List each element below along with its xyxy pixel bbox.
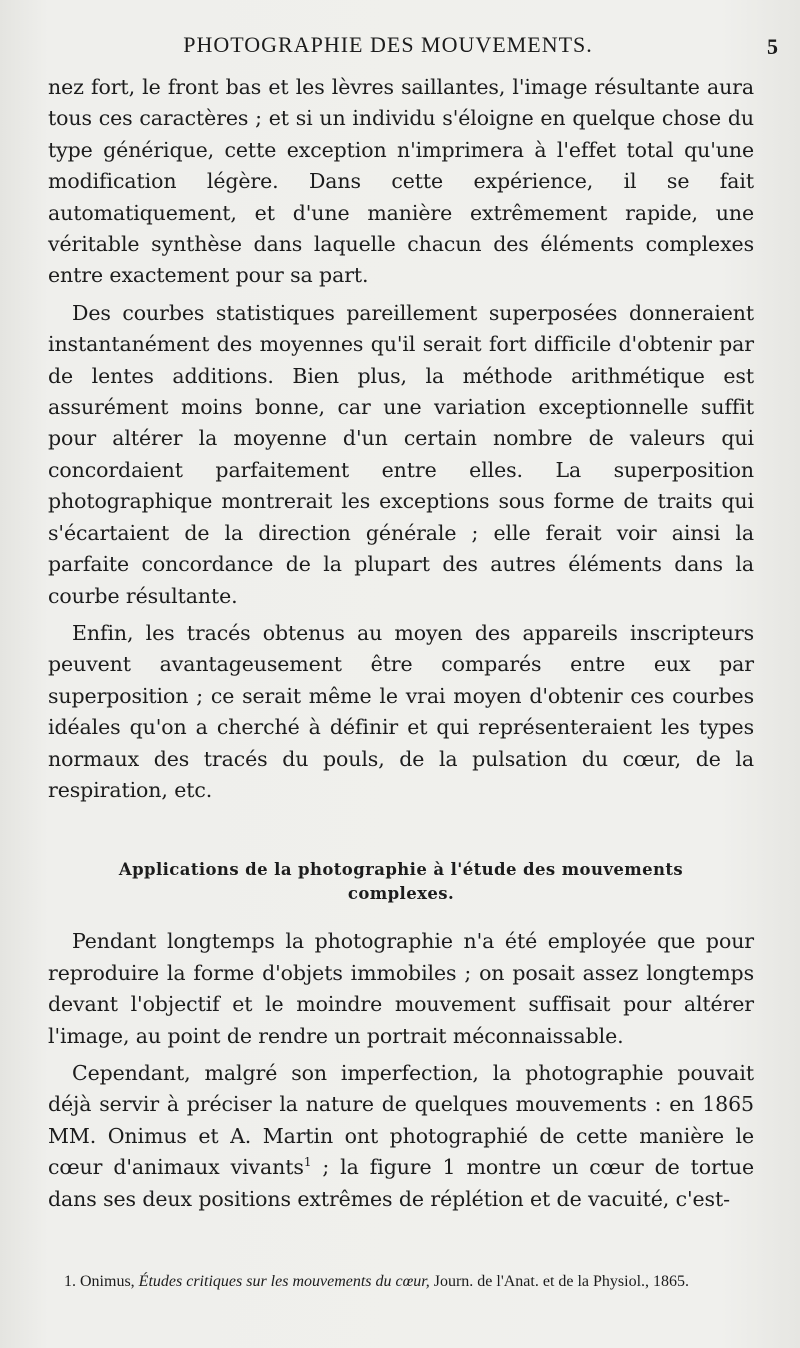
section-heading (48, 858, 754, 906)
section-heading-line1: Applications de la photographie à l'étude des mouvements (118, 860, 684, 880)
footnote-number: 1. (64, 1273, 76, 1290)
page-number: 5 (767, 34, 778, 59)
footnote-area (48, 1270, 754, 1293)
footnote-source: Journ. de l'Anat. et de la Physiol., 1865. (433, 1273, 690, 1290)
paragraph-immobile-objects: Pendant longtemps la photographie n'a été employée que pour reproduire la forme d'objets immobiles ; on posait assez longtemps devant l'objectif et le moindre mouvement suffisait pour altérer l'image, au point de rendre un portrait méconnaissable. (48, 929, 754, 1048)
footnote (48, 1270, 754, 1293)
footnote-reference: 1 (303, 1155, 312, 1170)
footnote-author: Onimus, (80, 1273, 135, 1290)
paragraph-onimus-text-end: ; la figure 1 montre un cœur de tortue dans ses deux positions extrêmes de réplétion et de vacuité, c'est- (48, 1155, 754, 1211)
section-heading-line2: complexes. (347, 884, 455, 904)
body-text (48, 72, 754, 1215)
paragraph-onimus-text: Cependant, malgré son imperfection, la photographie pouvait déjà servir à préciser la nature de quelques mouvements : en 1865 MM. Onimus et A. Martin ont photographié de cette manière le cœur d'animaux vivants (48, 1060, 754, 1180)
paragraph-statistical-curves: Des courbes statistiques pareillement superposées donneraient instantanément des moyennes qu'il serait fort difficile d'obtenir par de lentes additions. Bien plus, la méthode arithmétique est assurément moins bonne, car une variation exceptionnelle suffit pour altérer la moyenne d'un certain nombre de valeurs qui concordaient parfaitement entre elles. La superposition photographique montrerait les exceptions sous forme de traits qui s'écartaient de la direction générale ; elle ferait voir ainsi la parfaite concordance de la plupart des autres éléments dans la courbe résultante. (48, 300, 754, 608)
paragraph-continued: nez fort, le front bas et les lèvres saillantes, l'image résultante aura tous ces caractères ; et si un individu s'éloigne en quelque chose du type générique, cette exception n'imprimera à l'effet total qu'une modification légère. Dans cette expérience, il se fait automatiquement, et d'une manière extrêmement rapide, une véritable synthèse dans laquelle chacun des éléments complexes entre exactement pour sa part. (48, 75, 754, 288)
paragraph-onimus-martin (48, 1058, 754, 1215)
running-title: PHOTOGRAPHIE DES MOUVEMENTS. (183, 32, 593, 57)
paragraph-inscribed-traces: Enfin, les tracés obtenus au moyen des appareils inscripteurs peuvent avantageusement être comparés entre eux par superposition ; ce serait même le vrai moyen d'obtenir ces courbes idéales qu'on a cherché à définir et qui représenteraient les types normaux des tracés du pouls, de la pulsation du cœur, de la respiration, etc. (48, 620, 754, 802)
running-head (48, 32, 778, 62)
footnote-title: Études critiques sur les mouvements du cœur, (138, 1273, 430, 1290)
